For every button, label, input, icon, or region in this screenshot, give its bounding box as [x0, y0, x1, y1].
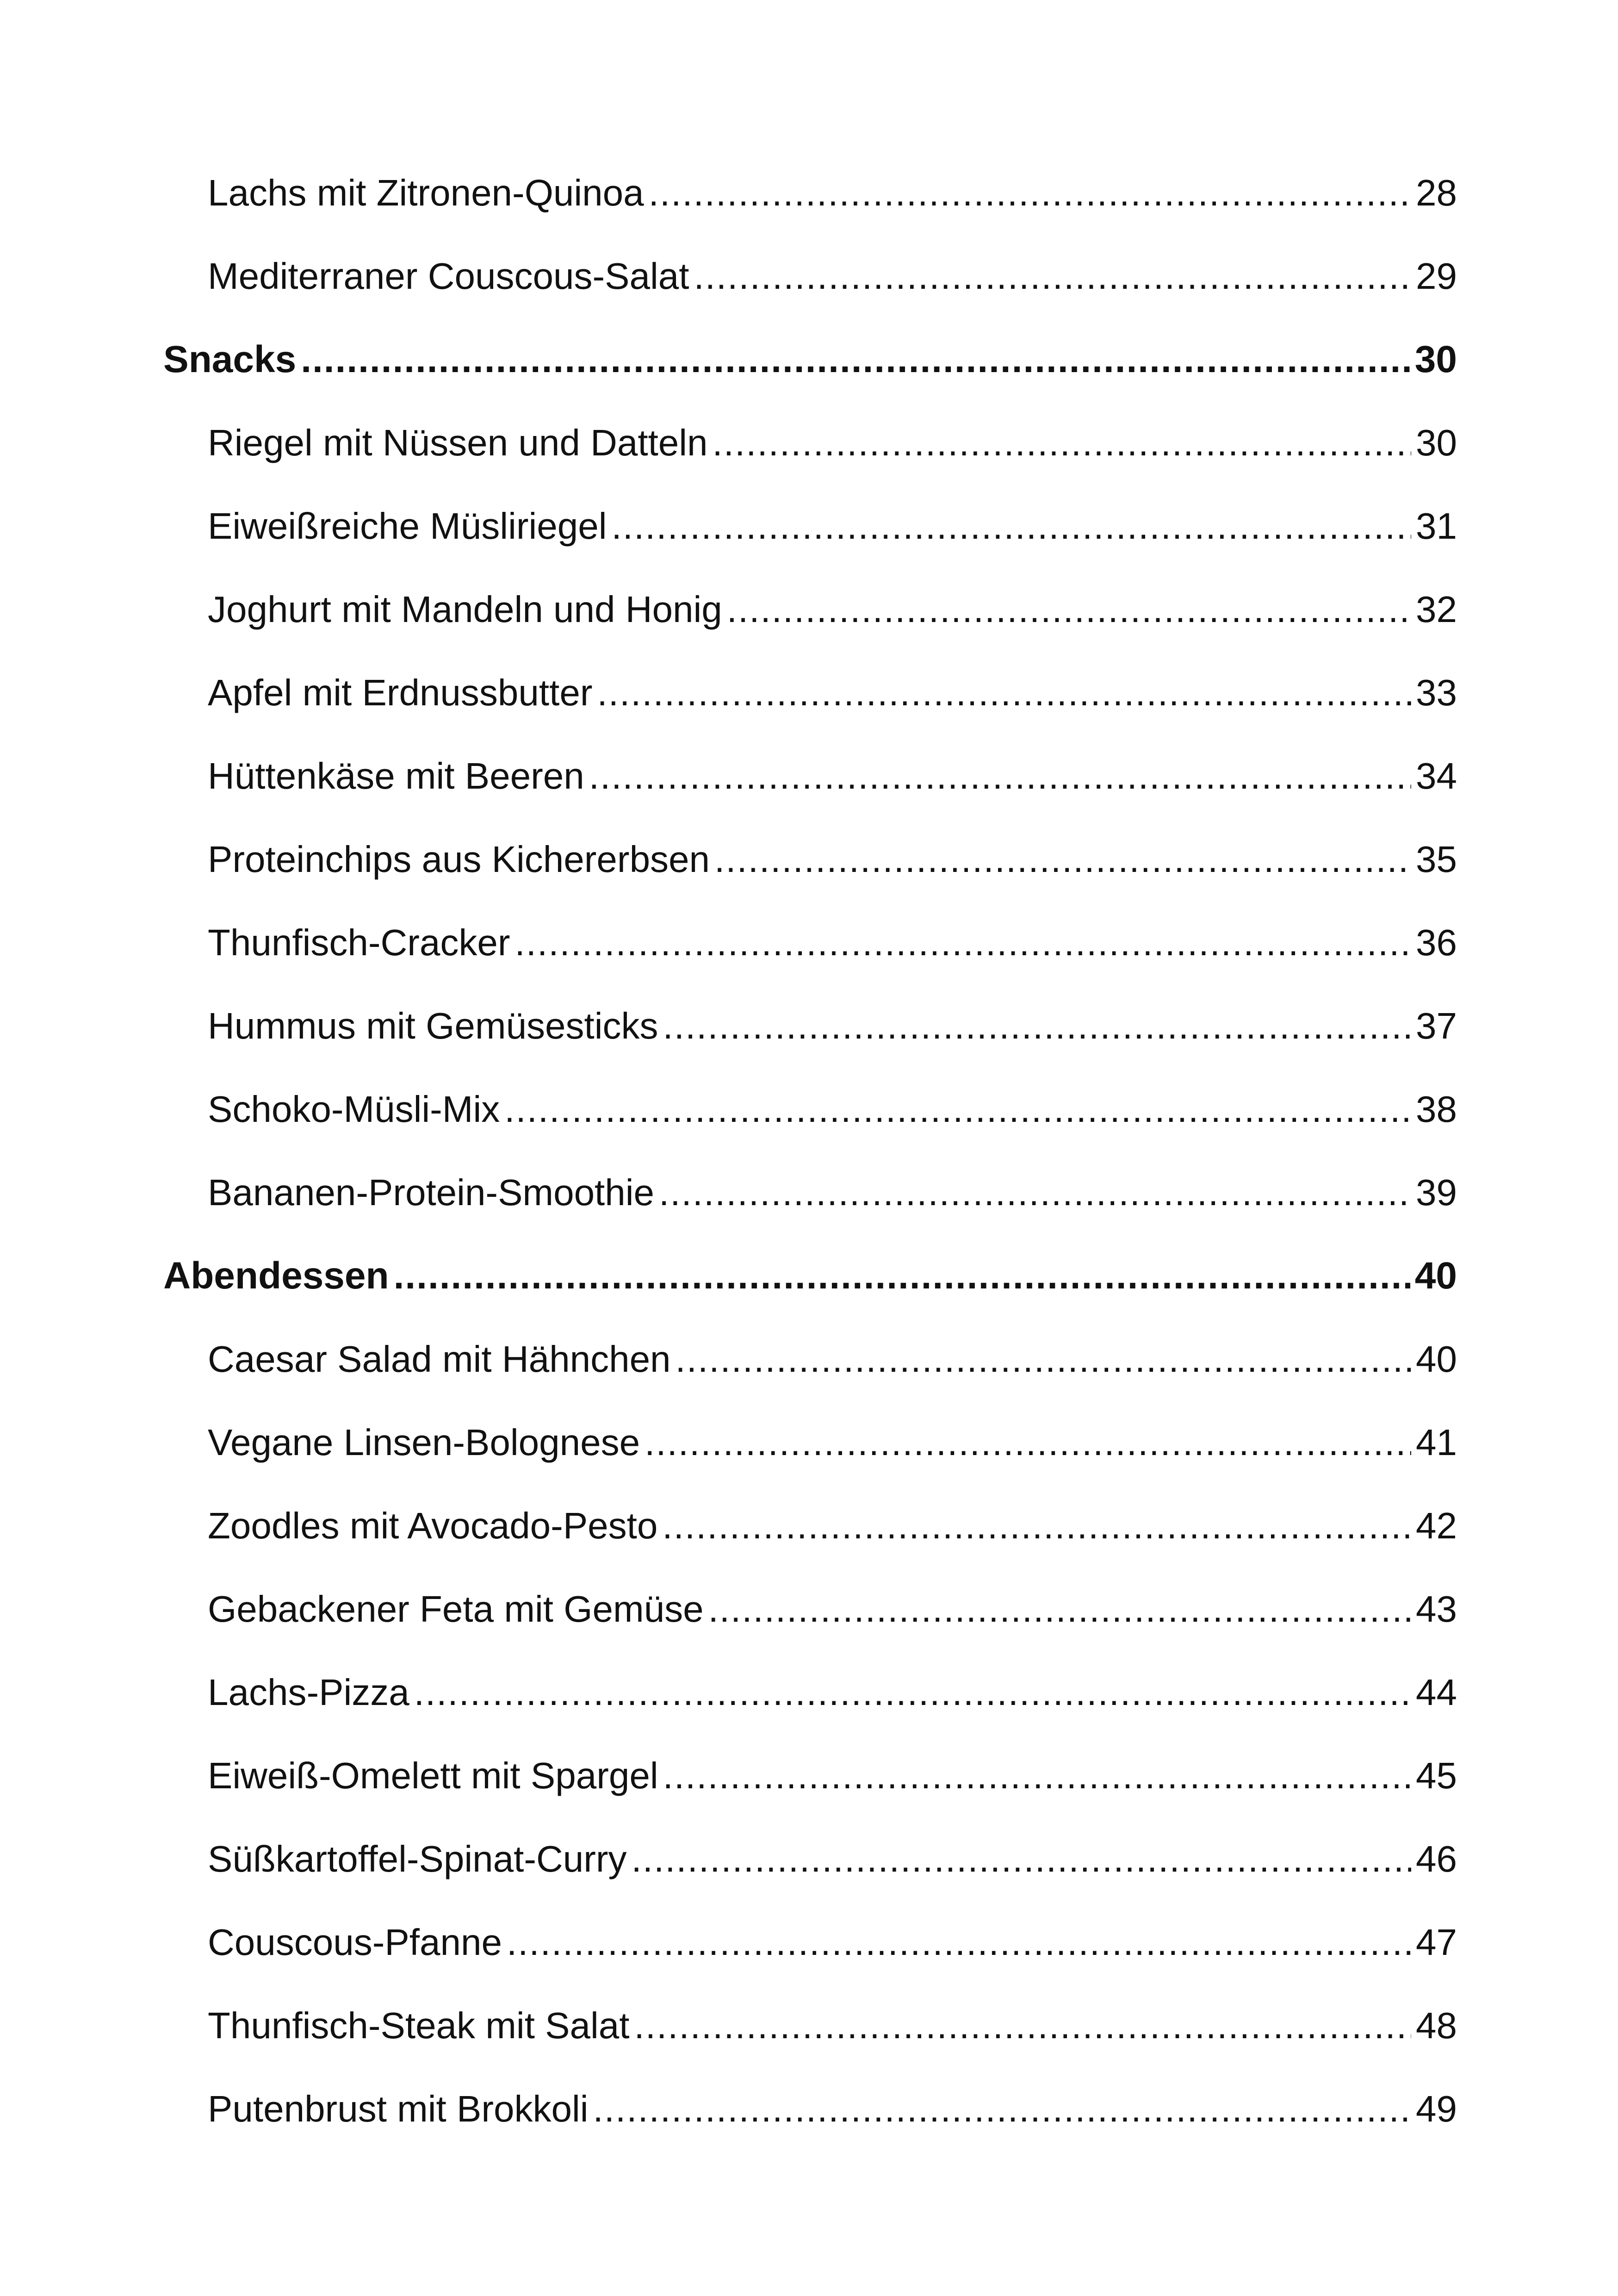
toc-entry[interactable]: [208, 568, 1457, 651]
toc-entry-title: Riegel mit Nüssen und Datteln: [208, 422, 708, 463]
toc-entry[interactable]: [208, 151, 1457, 235]
toc-entry-page: 41: [1416, 1422, 1457, 1463]
toc-entry-title: Hummus mit Gemüsesticks: [208, 1005, 658, 1046]
dot-leader: [632, 1838, 1412, 1880]
toc-entry-title: Proteinchips aus Kichererbsen: [208, 839, 710, 880]
toc-section-snacks[interactable]: [163, 318, 1457, 401]
toc-entry-page: 40: [1416, 1338, 1457, 1380]
toc-entry-title: Gebackener Feta mit Gemüse: [208, 1588, 704, 1630]
toc-entry-page: 48: [1416, 2005, 1457, 2046]
toc-entry[interactable]: [208, 734, 1457, 818]
toc-entry-page: 32: [1416, 589, 1457, 630]
toc-entry-title: Joghurt mit Mandeln und Honig: [208, 589, 722, 630]
toc-entry-title: Mediterraner Couscous-Salat: [208, 255, 689, 297]
toc-entry[interactable]: [208, 1151, 1457, 1234]
toc-entry-page: 38: [1416, 1089, 1457, 1130]
dot-leader: [727, 588, 1411, 631]
dot-leader: [301, 338, 1410, 381]
dot-leader: [597, 672, 1411, 714]
toc-entry[interactable]: [208, 1984, 1457, 2067]
toc-entry-page: 37: [1416, 1005, 1457, 1046]
toc-entry-title: Caesar Salad mit Hähnchen: [208, 1338, 671, 1380]
toc-entry-page: 46: [1416, 1838, 1457, 1879]
toc-section-page: 40: [1414, 1255, 1457, 1297]
toc-entry-title: Thunfisch-Cracker: [208, 922, 510, 963]
toc-entry[interactable]: [208, 235, 1457, 318]
toc-entry[interactable]: [208, 1734, 1457, 1817]
dot-leader: [708, 1588, 1411, 1630]
toc-entry[interactable]: [208, 1568, 1457, 1651]
toc-entry-title: Apfel mit Erdnussbutter: [208, 672, 593, 713]
toc-entry-title: Bananen-Protein-Smoothie: [208, 1172, 655, 1213]
toc-entry-title: Vegane Linsen-Bolognese: [208, 1422, 640, 1463]
dot-leader: [649, 172, 1411, 214]
toc-entry-page: 29: [1416, 255, 1457, 297]
toc-entry[interactable]: [208, 984, 1457, 1068]
toc-entry[interactable]: [208, 485, 1457, 568]
dot-leader: [515, 921, 1412, 964]
dot-leader: [663, 1755, 1411, 1797]
toc-entry-page: 43: [1416, 1588, 1457, 1630]
dot-leader: [713, 422, 1411, 464]
toc-entry-title: Putenbrust mit Brokkoli: [208, 2088, 589, 2129]
dot-leader: [589, 755, 1411, 797]
dot-leader: [714, 838, 1411, 881]
toc-section-title: Abendessen: [163, 1255, 389, 1297]
toc-entry[interactable]: [208, 901, 1457, 984]
toc-entry[interactable]: [208, 818, 1457, 901]
toc-entry-page: 34: [1416, 755, 1457, 796]
dot-leader: [645, 1421, 1411, 1464]
dot-leader: [659, 1171, 1411, 1214]
toc-entry-title: Süßkartoffel-Spinat-Curry: [208, 1838, 627, 1879]
toc-entry-title: Schoko-Müsli-Mix: [208, 1089, 500, 1130]
toc-entry[interactable]: [208, 651, 1457, 734]
toc-entry[interactable]: [208, 1068, 1457, 1151]
toc-entry-page: 44: [1416, 1672, 1457, 1713]
toc-entry-page: 39: [1416, 1172, 1457, 1213]
toc-entry-title: Zoodles mit Avocado-Pesto: [208, 1505, 658, 1546]
toc-entry[interactable]: [208, 401, 1457, 485]
toc-entry-page: 30: [1416, 422, 1457, 463]
dot-leader: [694, 255, 1411, 298]
dot-leader: [634, 2004, 1411, 2047]
dot-leader: [394, 1254, 1410, 1298]
toc-entry[interactable]: [208, 1901, 1457, 1984]
toc-entry-page: 47: [1416, 1922, 1457, 1963]
toc-entry-title: Lachs-Pizza: [208, 1672, 409, 1713]
toc-entry-page: 28: [1416, 172, 1457, 213]
toc-entry-page: 42: [1416, 1505, 1457, 1546]
toc-entry-title: Lachs mit Zitronen-Quinoa: [208, 172, 644, 213]
toc-section-abendessen[interactable]: [163, 1234, 1457, 1318]
toc-entry-title: Eiweißreiche Müsliriegel: [208, 505, 607, 547]
dot-leader: [663, 1005, 1411, 1047]
toc-entry-page: 35: [1416, 839, 1457, 880]
dot-leader: [593, 2088, 1411, 2130]
toc-entry-page: 45: [1416, 1755, 1457, 1796]
toc-entry-page: 33: [1416, 672, 1457, 713]
toc-entry-title: Couscous-Pfanne: [208, 1922, 502, 1963]
toc-entry[interactable]: [208, 1817, 1457, 1901]
dot-leader: [504, 1088, 1411, 1131]
toc-entry-page: 31: [1416, 505, 1457, 547]
toc-entry-title: Thunfisch-Steak mit Salat: [208, 2005, 630, 2046]
dot-leader: [612, 505, 1412, 548]
toc-section-title: Snacks: [163, 338, 297, 380]
toc-entry[interactable]: [208, 1318, 1457, 1401]
toc-entry-title: Hüttenkäse mit Beeren: [208, 755, 584, 796]
toc-section-page: 30: [1414, 338, 1457, 380]
toc-entry[interactable]: [208, 2067, 1457, 2151]
dot-leader: [507, 1921, 1411, 1964]
toc-entry-page: 36: [1416, 922, 1457, 963]
toc-entry[interactable]: [208, 1401, 1457, 1484]
toc-entry-page: 49: [1416, 2088, 1457, 2129]
dot-leader: [676, 1338, 1411, 1381]
dot-leader: [662, 1505, 1411, 1547]
toc-entry[interactable]: [208, 1651, 1457, 1734]
dot-leader: [414, 1671, 1411, 1714]
toc-entry[interactable]: [208, 1484, 1457, 1568]
toc-entry-title: Eiweiß-Omelett mit Spargel: [208, 1755, 658, 1796]
table-of-contents: [0, 151, 1618, 2151]
